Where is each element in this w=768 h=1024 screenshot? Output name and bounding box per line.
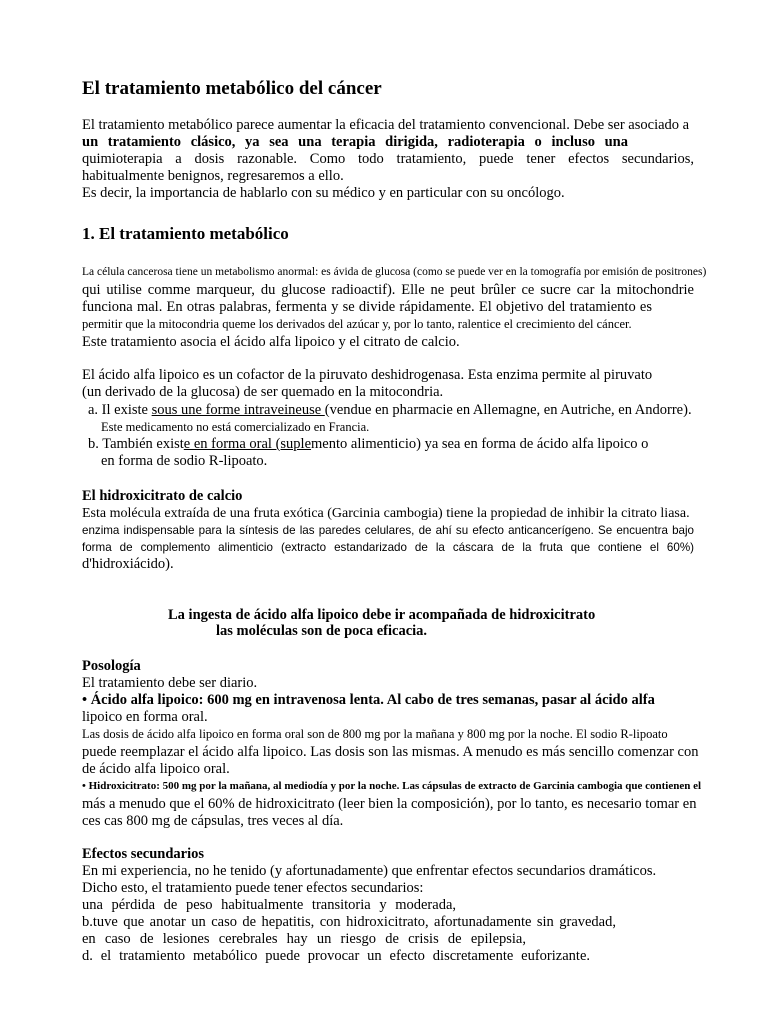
calcio-line-1: Esta molécula extraída de una fruta exótica (Garcinia cambogia) tiene la propiedad de inhibir la citrato liasa.	[82, 506, 690, 521]
section-1-p1-line-2: qui utilise comme marqueur, du glucose radioactif). Elle ne peut brûler ce sucre car la mitochondrie	[82, 282, 694, 298]
intro-line-5: Es decir, la importancia de hablarlo con su médico y en particular con su oncólogo.	[82, 185, 565, 201]
intro-line-4: habitualmente benignos, regresaremos a ello.	[82, 168, 344, 184]
calcio-line-4: d'hidroxiácido).	[82, 556, 174, 572]
list-item-b-line-2: en forma de sodio R-lipoato.	[101, 453, 268, 469]
list-item-a-prefix: a. Il existe	[88, 402, 152, 418]
list-item-b-prefix: b. También exist	[88, 436, 184, 452]
list-item-a	[88, 402, 692, 419]
section-1-p2-line-2: (un derivado de la glucosa) de ser quemado en la mitocondria.	[82, 384, 444, 400]
callout-line-1: La ingesta de ácido alfa lipoico debe ir acompañada de hidroxicitrato	[168, 607, 596, 623]
efectos-line-4: b.tuve que anotar un caso de hepatitis, con hidroxicitrato, afortunadamente sin gravedad,	[82, 914, 616, 930]
posologia-heading: Posología	[82, 658, 141, 674]
posologia-line-7: • Hidroxicitrato: 500 mg por la mañana, al mediodía y por la noche. Las cápsulas de extracto de Garcinia cambogia que contienen el	[82, 780, 702, 792]
calcio-line-3: forma de complemento alimenticio (extracto estandarizado de la cáscara de la fruta que contiene el 60%)	[82, 541, 694, 554]
list-item-a-suffix: (vendue en pharmacie en Allemagne, en Autriche, en Andorre).	[324, 402, 692, 418]
posologia-line-8: más a menudo que el 60% de hidroxicitrato (leer bien la composición), por lo tanto, es necesario tomar en	[82, 796, 697, 812]
efectos-line-3: una pérdida de peso habitualmente transitoria y moderada,	[82, 897, 456, 913]
efectos-line-5: en caso de lesiones cerebrales hay un riesgo de crisis de epilepsia,	[82, 931, 526, 947]
section-1-p1-line-4: permitir que la mitocondria queme los derivados del azúcar y, por lo tanto, ralentice el crecimiento del cáncer.	[82, 317, 632, 331]
posologia-line-4: Las dosis de ácido alfa lipoico en forma oral son de 800 mg por la mañana y 800 mg por la noche. El sodio R-lipoato	[82, 727, 668, 741]
calcio-line-2: enzima indispensable para la síntesis de las paredes celulares, de ahí su efecto anticancerígeno. Se encuentra bajo	[82, 524, 694, 537]
efectos-line-6: d. el tratamiento metabólico puede provocar un efecto discretamente euforizante.	[82, 948, 590, 964]
calcio-heading: El hidroxicitrato de calcio	[82, 488, 243, 504]
list-item-a-underlined: sous une forme intraveineuse	[151, 402, 325, 418]
posologia-line-1: El tratamiento debe ser diario.	[82, 675, 258, 691]
list-item-b-suffix: mento alimenticio) ya sea en forma de ácido alfa lipoico o	[311, 436, 649, 452]
section-1-heading: 1. El tratamiento metabólico	[82, 224, 289, 243]
section-1-p2-line-1: El ácido alfa lipoico es un cofactor de la piruvato deshidrogenasa. Esta enzima permite al piruvato	[82, 367, 653, 383]
posologia-line-6: de ácido alfa lipoico oral.	[82, 761, 230, 777]
page-title: El tratamiento metabólico del cáncer	[82, 78, 382, 99]
intro-line-1: El tratamiento metabólico parece aumentar la eficacia del tratamiento convencional. Debe ser asociado a	[82, 117, 690, 133]
intro-line-3: quimioterapia a dosis razonable. Como todo tratamiento, puede tener efectos secundarios,	[82, 151, 694, 167]
callout-line-2: las moléculas son de poca eficacia.	[216, 623, 428, 639]
section-1-p1-line-3: funciona mal. En otras palabras, fermenta y se divide rápidamente. El objetivo del tratamiento es	[82, 299, 652, 315]
posologia-line-5: puede reemplazar el ácido alfa lipoico. Las dosis son las mismas. A menudo es más sencillo comenzar con	[82, 744, 699, 760]
efectos-heading: Efectos secundarios	[82, 846, 205, 862]
posologia-line-2: • Ácido alfa lipoico: 600 mg en intravenosa lenta. Al cabo de tres semanas, pasar al ácido alfa	[82, 692, 655, 708]
list-item-b-underlined: e en forma oral (suple	[183, 436, 312, 452]
section-1-p1-line-1: La célula cancerosa tiene un metabolismo anormal: es ávida de glucosa (como se puede ver en la tomografía por emisión de positrones)	[82, 266, 707, 278]
posologia-line-9: ces cas 800 mg de cápsulas, tres veces al día.	[82, 813, 344, 829]
section-1-p1-line-5: Este tratamiento asocia el ácido alfa lipoico y el citrato de calcio.	[82, 334, 460, 350]
posologia-line-3: lipoico en forma oral.	[82, 709, 208, 725]
efectos-line-2: Dicho esto, el tratamiento puede tener efectos secundarios:	[82, 880, 424, 896]
list-item-b	[88, 436, 648, 453]
intro-line-2: un tratamiento clásico, ya sea una terapia dirigida, radioterapia o incluso una	[82, 134, 628, 150]
list-item-a-line-2: Este medicamento no está comercializado en Francia.	[101, 420, 370, 434]
efectos-line-1: En mi experiencia, no he tenido (y afortunadamente) que enfrentar efectos secundarios dramáticos.	[82, 863, 657, 879]
